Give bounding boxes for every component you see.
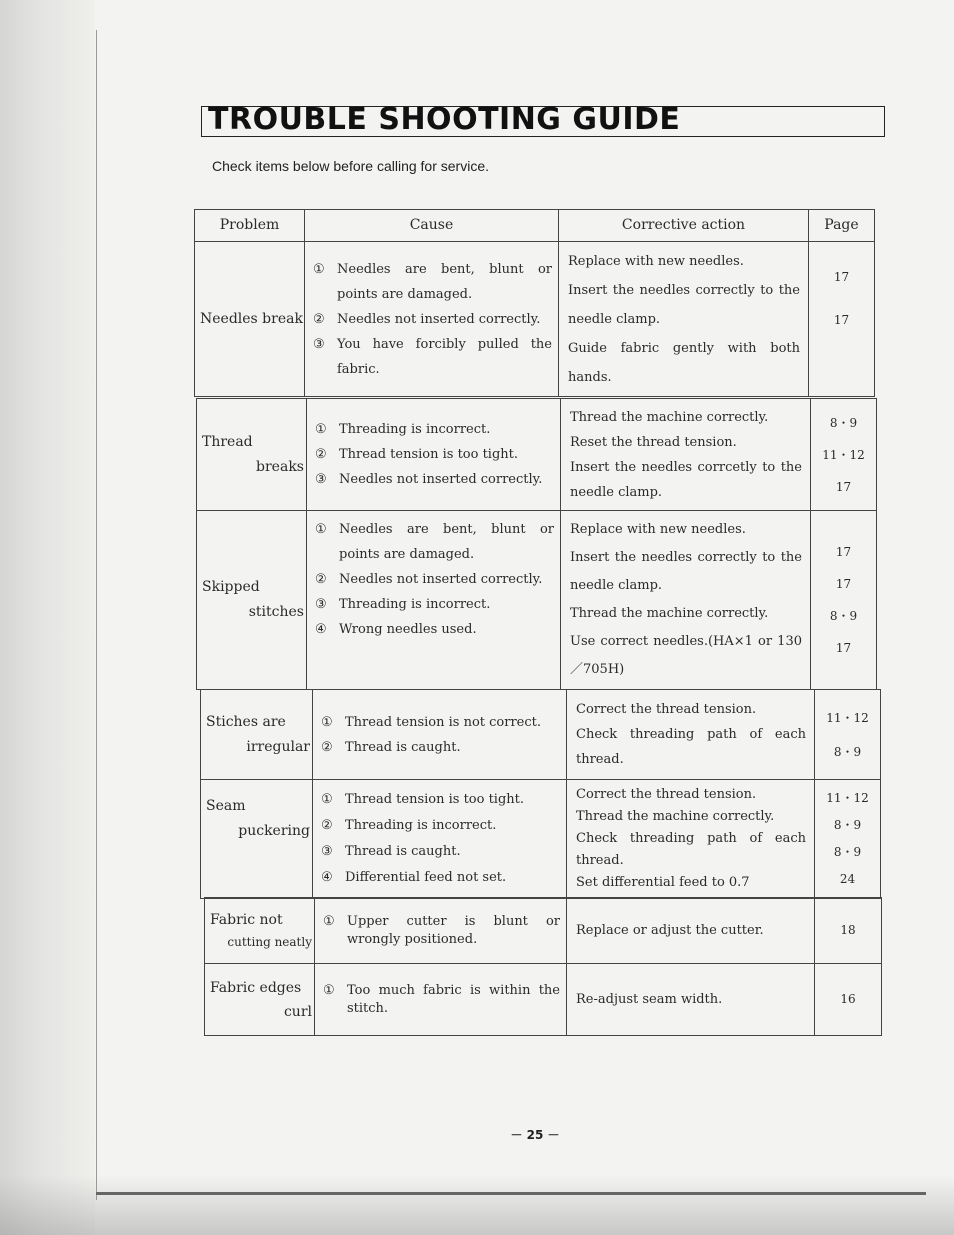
table-row	[197, 511, 877, 690]
header-problem: Problem	[195, 210, 305, 242]
table-header-row	[195, 210, 875, 242]
cause-cell	[315, 898, 567, 964]
cause-item: ③ Thread is caught.	[321, 844, 461, 859]
page-cell: 16	[815, 964, 882, 1036]
problem-cell: Needles break	[195, 242, 305, 397]
action-cell: Replace with new needles. Insert the needles correctly to the needle clamp. Guide fabric gently with both hands.	[559, 242, 809, 397]
trouble-table-upper	[194, 209, 875, 397]
problem-cell: Fabric edges curl	[205, 964, 315, 1036]
page-bottom-rule	[96, 1192, 926, 1195]
scan-shadow-bottom	[0, 1175, 954, 1235]
cause-item: ③ Threading is incorrect.	[315, 597, 491, 612]
trouble-table-lower	[200, 689, 881, 899]
problem-cell: Fabric not cutting neatly	[205, 898, 315, 964]
action-cell: Re-adjust seam width.	[567, 964, 815, 1036]
cause-item: ① Thread tension is not correct.	[321, 714, 541, 730]
cause-cell	[307, 399, 561, 511]
cause-item: ② Needles not inserted correctly.	[313, 311, 541, 327]
problem-cell: Seam puckering	[201, 780, 313, 899]
page-cell: 11・12 8・9 8・9 24	[815, 780, 881, 899]
cause-item: ① Upper cutter is blunt or wrongly positioned.	[323, 913, 560, 947]
scan-shadow-left	[0, 0, 95, 1235]
page-number: － 25 －	[510, 1128, 560, 1142]
cause-item: ① Thread tension is too tight.	[321, 792, 525, 807]
cause-item: ② Needles not inserted correctly.	[315, 572, 543, 587]
header-action: Corrective action	[559, 210, 809, 242]
cause-item: ① Needles are bent, blunt or points are damaged.	[315, 522, 554, 562]
table-block-4	[204, 897, 881, 1036]
cause-cell	[313, 690, 567, 780]
page-cell: 17 17	[809, 242, 875, 397]
cause-item: ② Threading is incorrect.	[321, 818, 497, 833]
cause-item: ③ Needles not inserted correctly.	[315, 472, 543, 487]
trouble-table-bottom	[204, 897, 882, 1036]
page-title: TROUBLE SHOOTING GUIDE	[208, 102, 681, 137]
cause-item: ① Needles are bent, blunt or points are damaged.	[313, 261, 552, 302]
header-page: Page	[809, 210, 875, 242]
intro-text: Check items below before calling for service.	[212, 158, 490, 174]
action-cell: Replace with new needles. Insert the needles correctly to the needle clamp. Thread the machine correctly. Use correct needles.(HA×1 or 130 ／705H)	[561, 511, 811, 690]
cause-item: ③ You have forcibly pulled the fabric.	[313, 336, 552, 377]
table-block-1	[194, 209, 874, 397]
cause-cell	[315, 964, 567, 1036]
cause-cell	[313, 780, 567, 899]
table-row	[197, 399, 877, 511]
problem-cell: Stiches are irregular	[201, 690, 313, 780]
problem-cell: Skipped stitches	[197, 511, 307, 690]
cause-cell	[307, 511, 561, 690]
table-row	[201, 690, 881, 780]
title-box	[201, 102, 885, 137]
cause-item: ② Thread is caught.	[321, 739, 461, 755]
cause-item: ② Thread tension is too tight.	[315, 447, 519, 462]
cause-item: ① Threading is incorrect.	[315, 422, 491, 437]
cause-item: ④ Wrong needles used.	[315, 622, 477, 637]
action-cell: Replace or adjust the cutter.	[567, 898, 815, 964]
table-row	[205, 898, 882, 964]
problem-cell: Thread breaks	[197, 399, 307, 511]
action-cell: Correct the thread tension. Check threading path of each thread.	[567, 690, 815, 780]
cause-cell	[305, 242, 559, 397]
table-block-2	[196, 398, 876, 690]
action-cell: Thread the machine correctly. Reset the thread tension. Insert the needles corrcetly to the needle clamp.	[561, 399, 811, 511]
cause-item: ④ Differential feed not set.	[321, 870, 507, 885]
table-row	[201, 780, 881, 899]
page-cell: 8・9 11・12 17	[811, 399, 877, 511]
page-cell: 18	[815, 898, 882, 964]
header-cause: Cause	[305, 210, 559, 242]
trouble-table-mid	[196, 398, 877, 690]
action-cell: Correct the thread tension. Thread the machine correctly. Check threading path of each thread. Set differential feed to 0.7	[567, 780, 815, 899]
page-edge-line	[96, 30, 97, 1200]
page-cell: 17 17 8・9 17	[811, 511, 877, 690]
table-row	[205, 964, 882, 1036]
table-row	[195, 242, 875, 397]
page-cell: 11・12 8・9	[815, 690, 881, 780]
table-block-3	[200, 689, 880, 899]
cause-item: ① Too much fabric is within the stitch.	[323, 982, 560, 1016]
